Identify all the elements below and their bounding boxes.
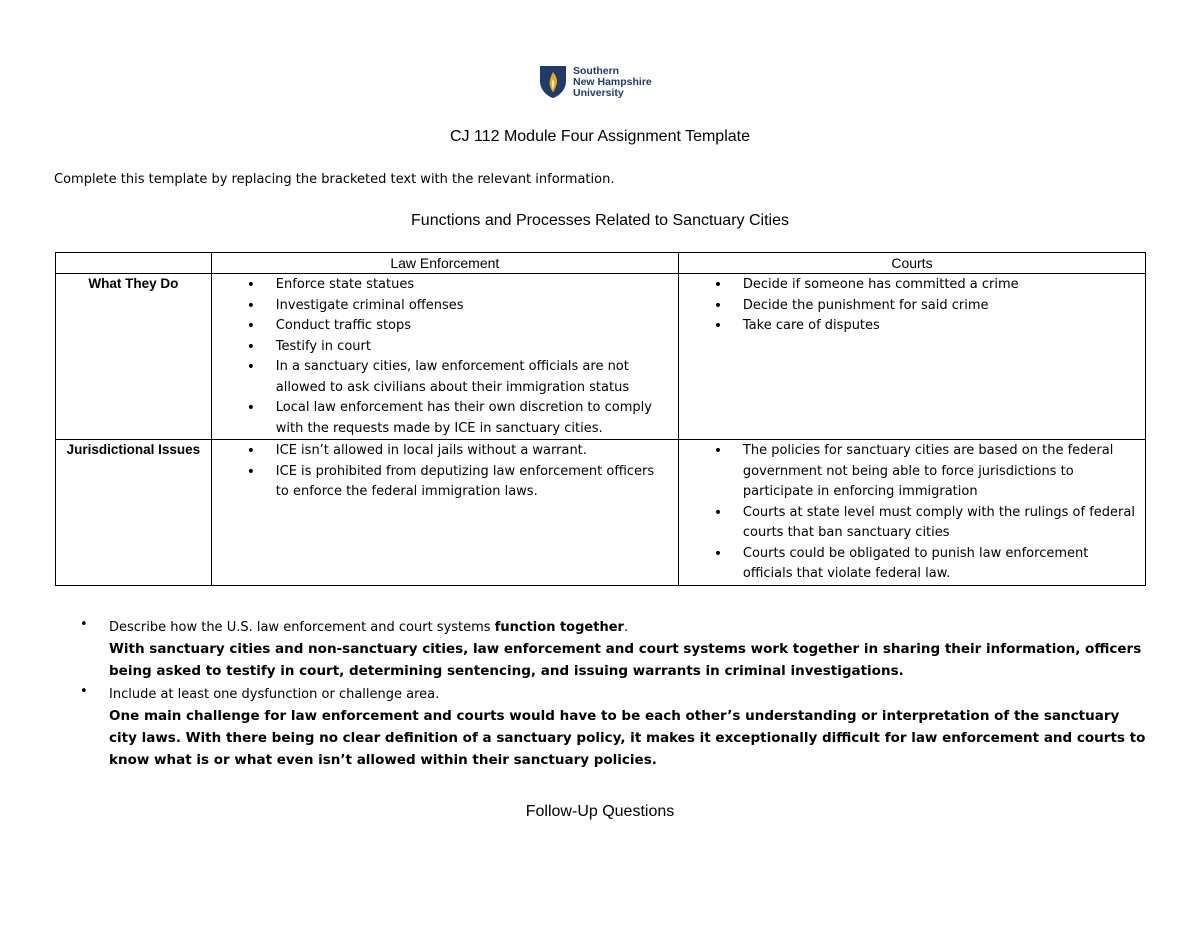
header-courts: Courts bbox=[678, 253, 1145, 274]
list-item: • ICE isn’t allowed in local jails without a warrant. bbox=[212, 441, 678, 462]
question-prompt bbox=[109, 684, 1150, 705]
university-logo bbox=[539, 65, 652, 99]
list-item: • Investigate criminal offenses bbox=[212, 296, 678, 317]
instructions-text: Complete this template by replacing the bracketed text with the relevant information. bbox=[54, 172, 615, 187]
cell-courts bbox=[678, 274, 1145, 440]
list-item: • Enforce state statues bbox=[212, 275, 678, 296]
answer-text: With sanctuary cities and non-sanctuary cities, law enforcement and court systems work together in sharing their information, officers being asked to testify in court, determining sentencing, and issuing warrants in criminal investigations. bbox=[109, 641, 1142, 679]
snhu-shield-flame-icon bbox=[539, 65, 567, 99]
list-item: • ICE is prohibited from deputizing law enforcement officers to enforce the federal immigration laws. bbox=[212, 462, 678, 503]
prompt-text: Describe how the U.S. law enforcement and court systems bbox=[109, 620, 491, 635]
bullet-list bbox=[679, 440, 1145, 585]
list-item: • Conduct traffic stops bbox=[212, 316, 678, 337]
bullet-list bbox=[212, 274, 678, 439]
cell-courts bbox=[678, 440, 1145, 586]
question-item bbox=[80, 684, 1150, 771]
list-item: • Local law enforcement has their own discretion to comply with the requests made by ICE in sanctuary cities. bbox=[212, 398, 678, 439]
table-row bbox=[56, 274, 1146, 440]
list-item: • Courts could be obligated to punish law enforcement officials that violate federal law. bbox=[679, 544, 1145, 585]
list-item: • The policies for sanctuary cities are based on the federal government not being able to force jurisdictions to participate in enforcing immigration bbox=[679, 441, 1145, 503]
list-item: • Decide the punishment for said crime bbox=[679, 296, 1145, 317]
question-item bbox=[80, 617, 1150, 682]
discussion-questions bbox=[80, 617, 1150, 771]
cell-law-enforcement bbox=[211, 274, 678, 440]
cell-law-enforcement bbox=[211, 440, 678, 586]
header-law-enforcement: Law Enforcement bbox=[211, 253, 678, 274]
list-item: • In a sanctuary cities, law enforcement officials are not allowed to ask civilians about their immigration status bbox=[212, 357, 678, 398]
prompt-text: Include at least one dysfunction or challenge area. bbox=[109, 687, 440, 702]
functions-table bbox=[55, 252, 1146, 586]
prompt-end: . bbox=[623, 620, 629, 635]
question-prompt bbox=[109, 617, 1150, 638]
logo-line-2: New Hampshire bbox=[573, 76, 652, 88]
list-item: • Decide if someone has committed a crime bbox=[679, 275, 1145, 296]
header-corner bbox=[56, 253, 212, 274]
list-item: • Take care of disputes bbox=[679, 316, 1145, 337]
university-name bbox=[573, 66, 652, 99]
answer-text: One main challenge for law enforcement and courts would have to be each other’s understanding or interpretation of the sanctuary city laws. With there being no clear definition of a sanctuary policy, it makes it exceptionally difficult for law enforcement and courts to know what is or what even isn’t allowed within their sanctuary policies. bbox=[109, 708, 1146, 768]
logo-line-1: Southern bbox=[573, 65, 620, 77]
table-header-row bbox=[56, 253, 1146, 274]
row-label-jurisdictional-issues: Jurisdictional Issues bbox=[56, 440, 212, 586]
bullet-list bbox=[679, 274, 1145, 337]
followup-heading: Follow-Up Questions bbox=[525, 803, 675, 820]
document-title: CJ 112 Module Four Assignment Template bbox=[449, 128, 750, 145]
list-item: • Courts at state level must comply with the rulings of federal courts that ban sanctuary cities bbox=[679, 503, 1145, 544]
prompt-emphasis: function together bbox=[494, 620, 624, 635]
row-label-what-they-do: What They Do bbox=[56, 274, 212, 440]
list-item: • Testify in court bbox=[212, 337, 678, 358]
table-row bbox=[56, 440, 1146, 586]
logo-line-3: University bbox=[573, 87, 624, 99]
bullet-list bbox=[212, 440, 678, 503]
section-subtitle: Functions and Processes Related to Sanctuary Cities bbox=[411, 212, 789, 229]
